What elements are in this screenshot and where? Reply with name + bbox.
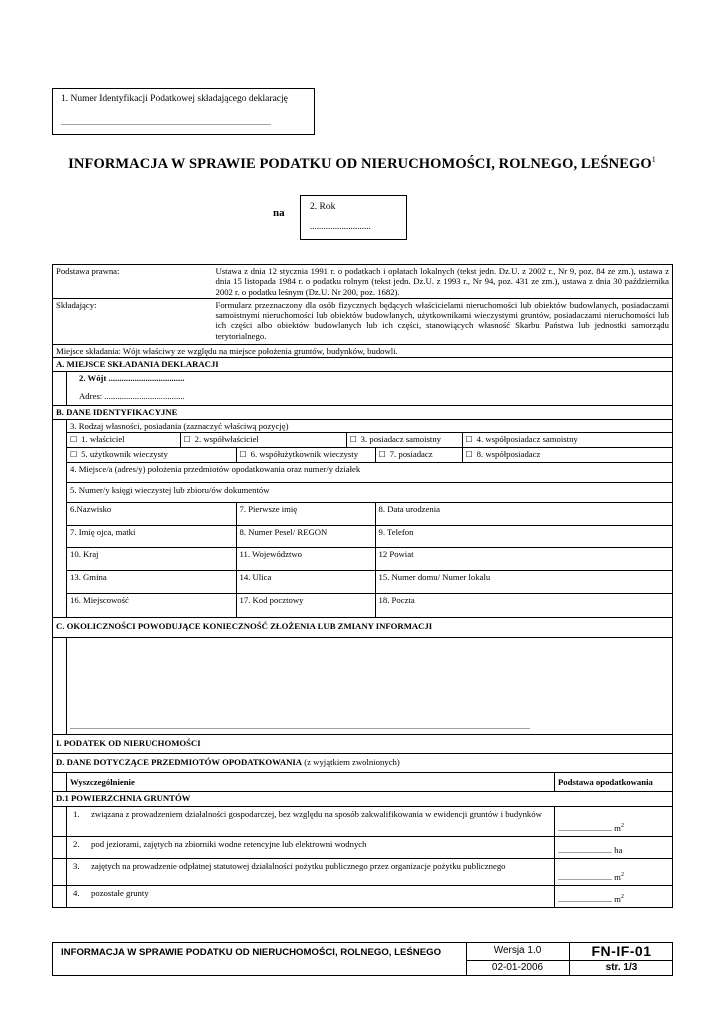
section-d-title: D. DANE DOTYCZĄCE PRZEDMIOTÓW OPODATKOWANIA	[56, 756, 303, 767]
section-b-title: B. DANE IDENTYFIKACYJNE	[53, 406, 673, 420]
land-row-value[interactable]	[555, 806, 673, 836]
nip-label: 1. Numer Identyfikacji Podatkowej składającego deklarację	[61, 94, 288, 104]
legal-basis-label: Podstawa prawna:	[53, 265, 213, 299]
unit-sup: 2	[620, 894, 624, 901]
checkbox-icon: ☐	[70, 450, 78, 460]
field-label: 7. Pierwsze imię	[239, 504, 298, 515]
field-label: 18. Poczta	[378, 595, 415, 606]
wojt-label: 2. Wójt ...................................	[79, 373, 185, 384]
address-label: Adres: .....................................	[79, 391, 185, 402]
legal-basis-row	[53, 265, 673, 299]
section-c-body	[53, 637, 673, 734]
ownership-option-label: 3. posiadacz samoistny	[360, 434, 442, 445]
field-label: 8. Numer Pesel/ REGON	[239, 527, 328, 538]
year-label: 2. Rok	[310, 202, 336, 212]
ownership-option-label: 2. współwłaściciel	[194, 434, 259, 445]
personal-row-5	[67, 594, 672, 617]
section-d-note: (z wyjątkiem zwolnionych)	[304, 756, 400, 767]
personal-row-1	[67, 503, 672, 526]
footer-divider	[466, 960, 672, 961]
land-row-text: związana z prowadzeniem działalności gospodarczej, bez względu na sposób zakwalifikowania w ewidencji gruntów i budynków	[91, 808, 542, 819]
field-surname[interactable]	[67, 503, 236, 526]
field-street[interactable]	[236, 571, 375, 594]
field-label: 13. Gmina	[70, 572, 107, 583]
identification-table	[67, 420, 672, 617]
land-row-desc	[67, 858, 555, 885]
section-i-title: I. PODATEK OD NIERUCHOMOŚCI	[53, 734, 673, 753]
unit-label: ha	[614, 845, 623, 856]
ownership-option-label: 7. posiadacz	[389, 449, 433, 460]
section-a-title: A. MIEJSCE SKŁADANIA DEKLARACJI	[53, 358, 673, 372]
land-row-desc	[67, 836, 555, 858]
field-pesel-regon[interactable]	[236, 526, 375, 548]
checkbox-icon: ☐	[465, 450, 473, 460]
footer-date: 02-01-2006	[491, 962, 544, 973]
wojt-field[interactable]	[67, 372, 673, 406]
land-row-value[interactable]	[555, 836, 673, 858]
field-municipality[interactable]	[67, 571, 236, 594]
document-title	[20, 155, 704, 173]
land-row-value[interactable]	[555, 885, 673, 907]
unit-sup: 2	[620, 823, 624, 830]
ownership-option-1[interactable]	[67, 433, 180, 448]
footer-form-code: FN-IF-01	[591, 943, 652, 959]
value-dots: ...........................	[558, 824, 612, 834]
land-row-number: 4.	[73, 887, 80, 898]
land-row-number: 3.	[73, 860, 80, 871]
field-country[interactable]	[67, 548, 236, 571]
ownership-option-label: 4. współposiadacz samoistny	[476, 434, 578, 445]
field-label: 15. Numer domu/ Numer lokalu	[378, 572, 491, 583]
field-birth-date[interactable]	[375, 503, 672, 526]
document-title-text: INFORMACJA W SPRAWIE PODATKU OD NIERUCHOMOŚCI, ROLNEGO, LEŚNEGO	[68, 155, 652, 172]
land-row-1	[53, 806, 673, 836]
year-prefix: na	[273, 207, 285, 219]
section-a-header	[53, 358, 673, 372]
land-row-2	[53, 836, 673, 858]
field-post-office[interactable]	[375, 594, 672, 617]
ownership-option-8[interactable]	[462, 448, 672, 463]
field-county[interactable]	[375, 548, 672, 571]
personal-row-3	[67, 548, 672, 571]
field-phone[interactable]	[375, 526, 672, 548]
ownership-option-label: 8. współposiadacz	[476, 449, 541, 460]
page-footer	[52, 942, 673, 976]
field-label: 8. Data urodzenia	[378, 504, 441, 515]
land-row-3	[53, 858, 673, 885]
field-label: 6.Nazwisko	[70, 504, 112, 515]
footer-title: INFORMACJA W SPRAWIE PODATKU OD NIERUCHOMOŚCI, ROLNEGO, LEŚNEGO	[61, 947, 442, 958]
form-table	[52, 264, 673, 908]
checkbox-icon: ☐	[183, 435, 191, 445]
ownership-option-6[interactable]	[236, 448, 375, 463]
year-field[interactable]	[300, 195, 407, 240]
title-footnote: 1	[651, 155, 656, 164]
field-label: 9. Telefon	[378, 527, 414, 538]
land-row-desc	[67, 885, 555, 907]
circumstances-dots: ......................................................................................................................................................................................................................................	[70, 722, 530, 732]
ownership-option-label: 6. współużytkownik wieczysty	[250, 449, 359, 460]
location-label: 4. Miejsce/a (adres/y) położenia przedmiotów opodatkowania oraz numer/y działek	[70, 464, 361, 475]
value-dots: ...........................	[558, 873, 612, 883]
ownership-row-1	[67, 433, 672, 448]
land-row-number: 2.	[73, 838, 80, 849]
ownership-option-3[interactable]	[346, 433, 462, 448]
field-label: 10. Kraj	[70, 549, 99, 560]
field-voivodeship[interactable]	[236, 548, 375, 571]
section-d-columns	[53, 772, 673, 791]
ownership-option-label: 5. użytkownik wieczysty	[81, 449, 168, 460]
checkbox-icon: ☐	[349, 435, 357, 445]
filer-text: Formularz przeznaczony dla osób fizycznych będących właścicielami nieruchomości lub obiektów budowlanych, posiadaczami samoistnymi nieruchomości lub obiektów budowlanych, użytkownikami wieczystymi gruntów, posiadaczami nieruchomości lub ich części albo obiektów budowlanych lub ich części, stanowiących własność Skarbu Państwa lub jednostki samorządu terytorialnego.	[213, 298, 673, 344]
personal-row-4	[67, 571, 672, 594]
personal-row-2	[67, 526, 672, 548]
ownership-option-4[interactable]	[462, 433, 672, 448]
ownership-option-2[interactable]	[180, 433, 346, 448]
checkbox-icon: ☐	[239, 450, 247, 460]
value-dots: ...........................	[558, 895, 612, 905]
land-row-value[interactable]	[555, 858, 673, 885]
field-label: 14. Ulica	[239, 572, 272, 583]
filer-label: Składający:	[53, 298, 213, 344]
ownership-label: 3. Rodzaj własności, posiadania (zaznaczyć właściwą pozycję)	[67, 420, 672, 433]
field-postal-code[interactable]	[236, 594, 375, 617]
place-row	[53, 344, 673, 357]
checkbox-icon: ☐	[70, 435, 78, 445]
footer-page-number: str. 1/3	[605, 962, 638, 973]
ownership-option-7[interactable]	[375, 448, 462, 463]
field-label: 11. Województwo	[239, 549, 303, 560]
legal-basis-text: Ustawa z dnia 12 stycznia 1991 r. o podatkach i opłatach lokalnych (tekst jedn. Dz.U. z 2002 r., Nr 9, poz. 84 ze zm.), ustawa z dnia 15 listopada 1984 r. o podatku rolnym (tekst jedn. Dz.U. z 1993 r., Nr 94, poz. 431 ze zm.), ustawa z dnia 30 października 2002 r. o podatku leśnym (Dz.U. Nr 200, poz. 1682).	[213, 265, 673, 299]
place-text: Miejsce składania: Wójt właściwy ze względu na miejsce położenia gruntów, budynków, budowli.	[53, 344, 673, 357]
checkbox-icon: ☐	[378, 450, 386, 460]
column-base-header: Podstawa opodatkowania	[555, 772, 673, 791]
section-d1-header	[53, 791, 673, 806]
section-i-header	[53, 734, 673, 753]
land-register-label: 5. Numer/y księgi wieczystej lub zbioru/ów dokumentów	[70, 485, 270, 496]
circumstances-field[interactable]	[67, 637, 673, 734]
section-c-header	[53, 617, 673, 637]
land-row-desc	[67, 806, 555, 836]
land-row-text: pod jeziorami, zajętych na zbiorniki wodne retencyjne lub elektrowni wodnych	[91, 838, 367, 849]
ownership-option-label: 1. właściciel	[81, 434, 125, 445]
nip-dots: .........................................................................................................	[61, 118, 271, 127]
column-spec-header: Wyszczególnienie	[67, 772, 555, 791]
field-first-name[interactable]	[236, 503, 375, 526]
section-c-title: C. OKOLICZNOŚCI POWODUJĄCE KONIECZNOŚĆ ZŁOŻENIA LUB ZMIANY INFORMACJI	[53, 617, 673, 637]
section-b-header	[53, 406, 673, 420]
field-house-number[interactable]	[375, 571, 672, 594]
location-field[interactable]	[67, 463, 672, 483]
field-label: 16. Miejscowość	[70, 595, 129, 606]
unit-label: m	[614, 823, 621, 834]
unit-sup: 2	[620, 872, 624, 879]
field-city[interactable]	[67, 594, 236, 617]
ownership-option-5[interactable]	[67, 448, 236, 463]
land-row-4	[53, 885, 673, 907]
field-label: 12 Powiat	[378, 549, 414, 560]
section-b-body	[53, 420, 673, 618]
field-label: 17. Kod pocztowy	[239, 595, 304, 606]
value-dots: ...........................	[558, 846, 612, 856]
field-parents-names[interactable]	[67, 526, 236, 548]
land-row-number: 1.	[73, 808, 80, 819]
land-row-text: zajętych na prowadzenie odpłatnej statutowej działalności pożytku publicznego przez organizacje pożytku publicznego	[91, 860, 506, 871]
unit-label: m	[614, 872, 621, 883]
checkbox-icon: ☐	[465, 435, 473, 445]
ownership-row-2	[67, 448, 672, 463]
land-register-field[interactable]	[67, 483, 672, 503]
land-row-text: pozostałe grunty	[91, 887, 149, 898]
section-a-body	[53, 372, 673, 406]
year-dots: ...........................	[310, 221, 371, 231]
section-d-header	[53, 753, 673, 772]
unit-label: m	[614, 894, 621, 905]
nip-field[interactable]	[52, 88, 315, 135]
section-d-title-cell	[53, 753, 673, 772]
footer-version: Wersja 1.0	[493, 945, 542, 956]
section-d1-title: D.1 POWIERZCHNIA GRUNTÓW	[53, 791, 673, 806]
field-label: 7. Imię ojca, matki	[70, 527, 136, 538]
filer-row	[53, 298, 673, 344]
